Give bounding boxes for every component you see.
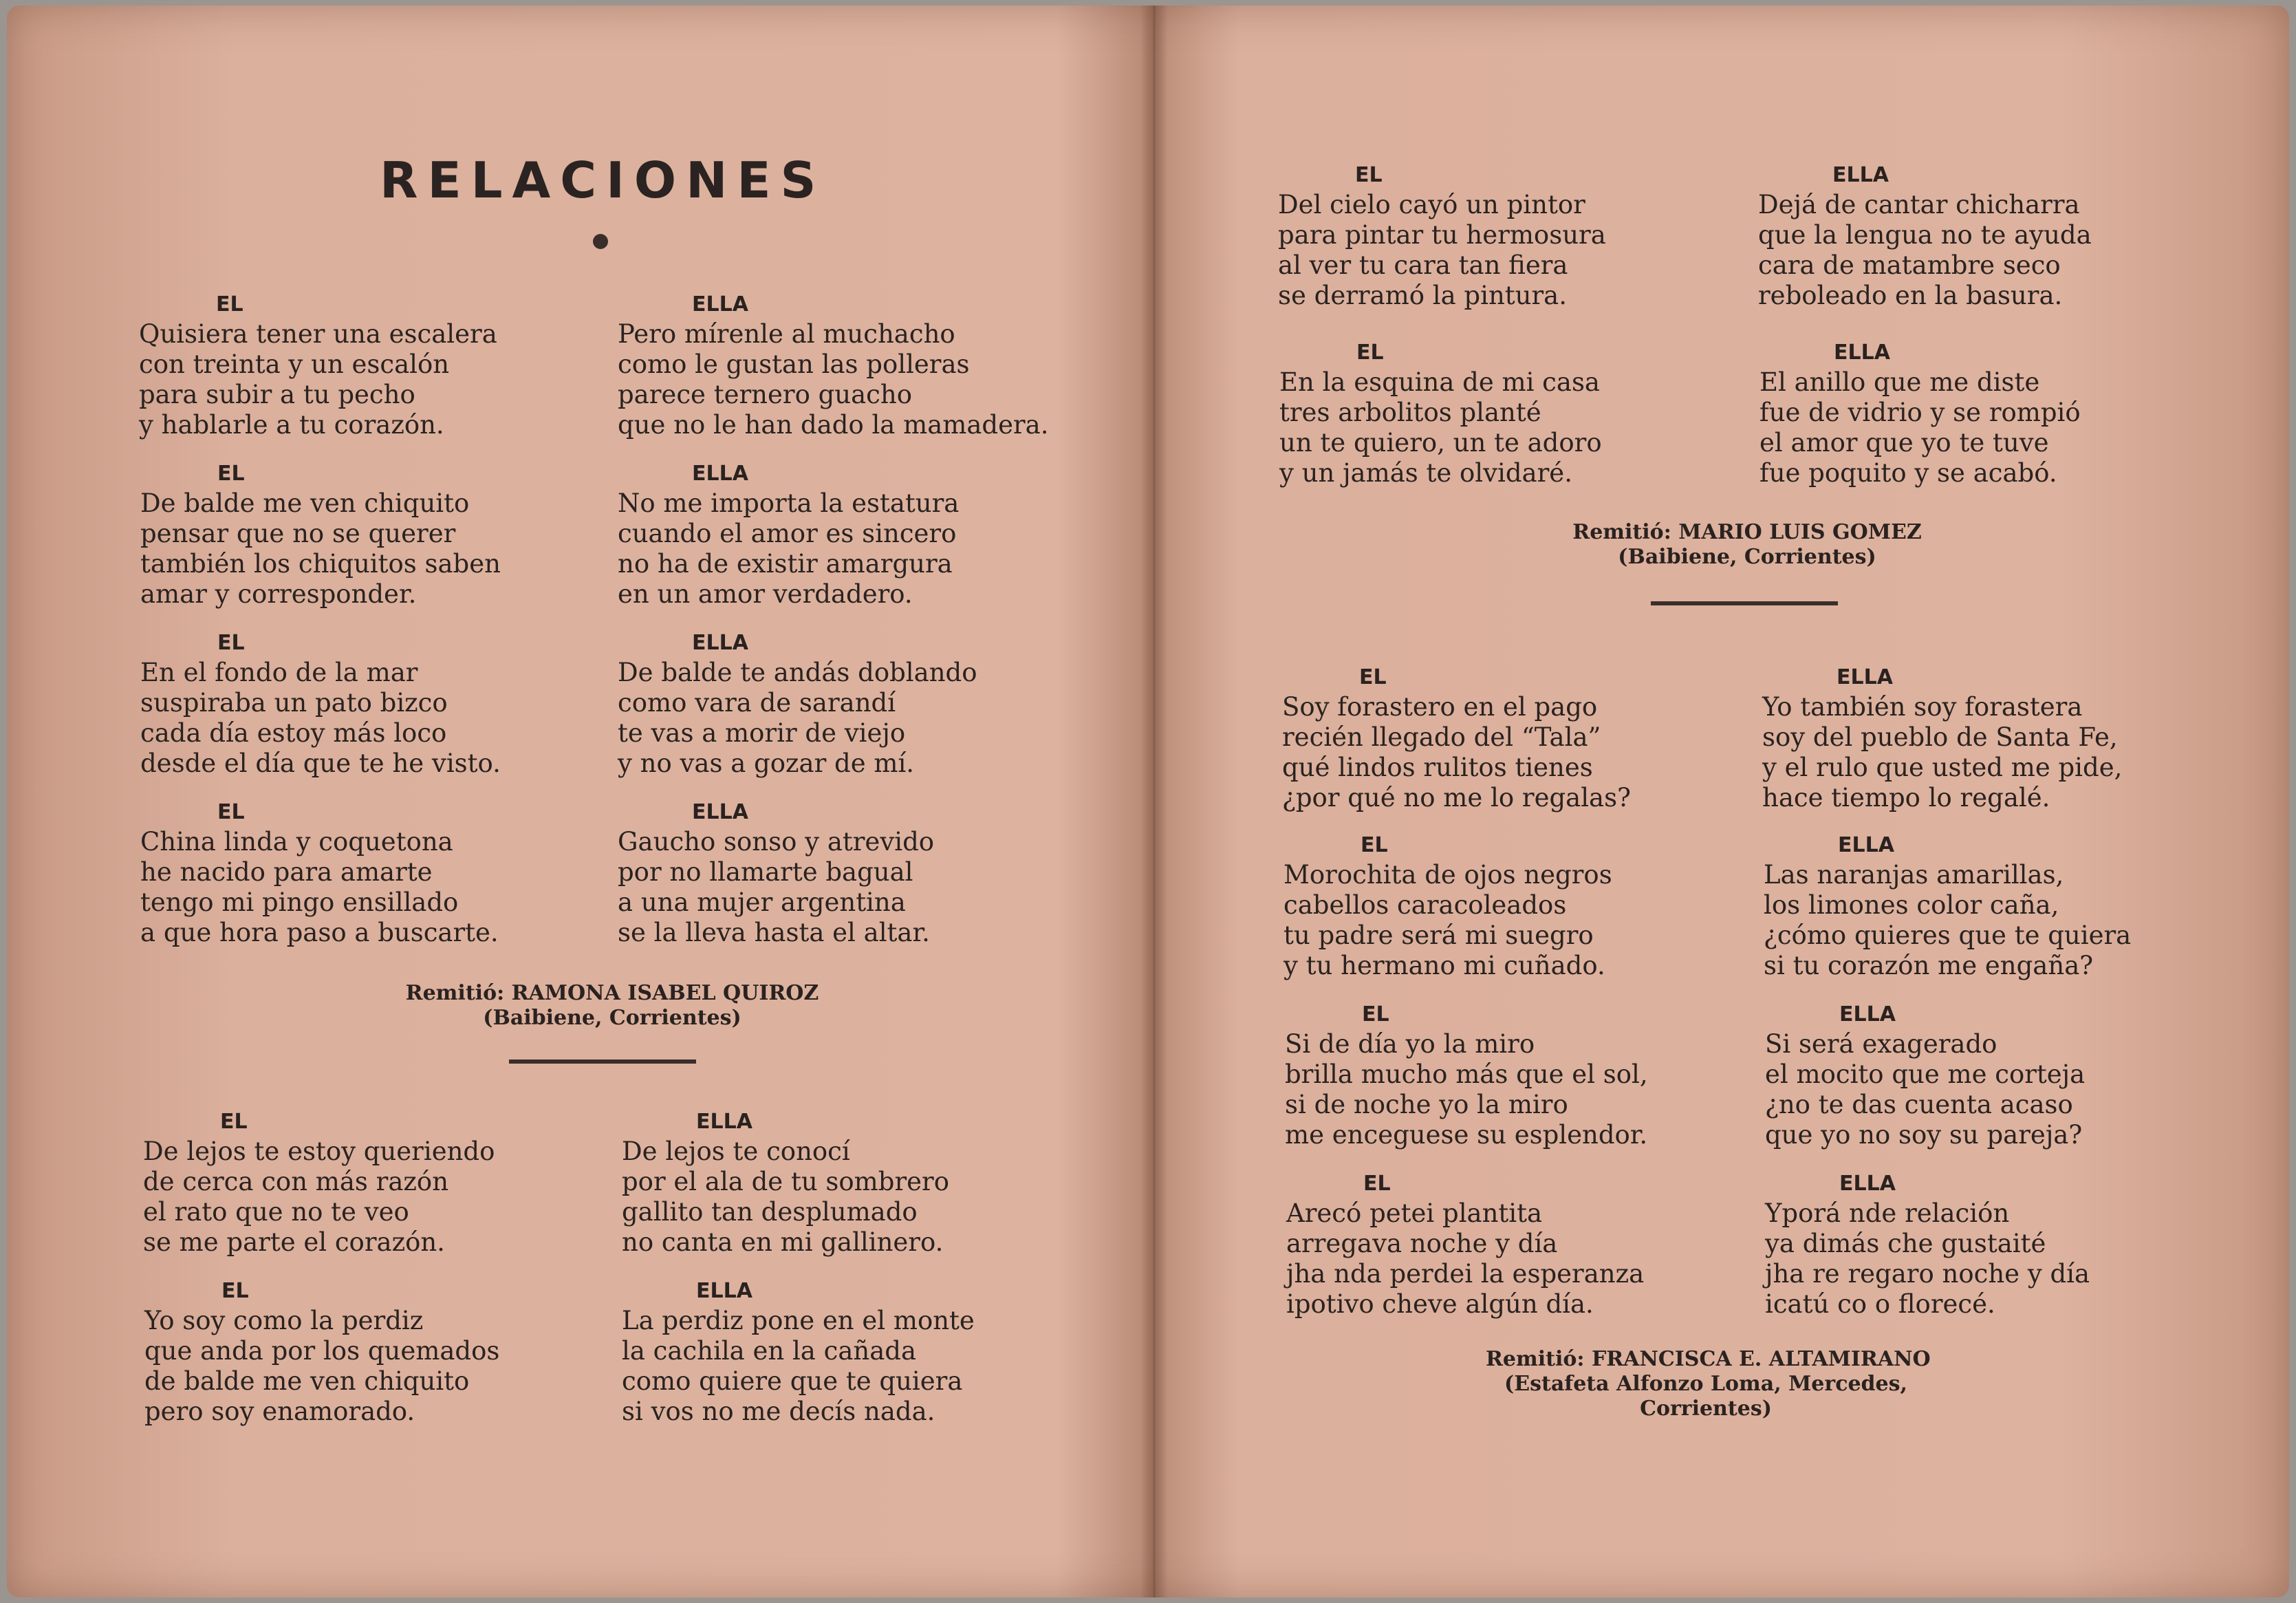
stanza <box>1284 831 1751 981</box>
verse-line: un te quiero, un te adoro <box>1279 428 1602 458</box>
verse-line: De balde te andás doblando <box>618 658 977 687</box>
verse-line: me enceguese su esplendor. <box>1285 1120 1648 1150</box>
verse-line: De lejos te estoy queriendo <box>143 1137 495 1166</box>
speaker-label: EL <box>217 800 245 824</box>
verse-line: Del cielo cayó un pintor <box>1278 190 1585 219</box>
verse-line: arregava noche y día <box>1286 1229 1558 1258</box>
section-divider <box>1651 601 1838 605</box>
ornament-icon <box>593 234 608 249</box>
credit-line: (Estafeta Alfonzo Loma, Mercedes, <box>1504 1372 1907 1396</box>
page-title: RELACIONES <box>380 151 826 209</box>
right-page <box>1162 6 2289 1597</box>
verse-line: Arecó petei plantita <box>1286 1198 1543 1228</box>
stanza <box>1285 1000 1753 1150</box>
verse-line: el rato que no te veo <box>143 1197 409 1227</box>
left-page <box>7 6 1149 1597</box>
speaker-label: EL <box>1355 163 1383 187</box>
verse-line: si tu corazón me engaña? <box>1764 951 2094 980</box>
speaker-label: ELLA <box>696 1110 752 1134</box>
stanza <box>618 629 1085 779</box>
stanza <box>1278 161 1746 311</box>
verse-line: al ver tu cara tan fiera <box>1278 250 1568 280</box>
verse-line: hace tiempo lo regalé. <box>1762 783 2050 813</box>
verse-line: que yo no soy su pareja? <box>1765 1120 2083 1150</box>
speaker-label: EL <box>1361 833 1388 857</box>
speaker-label: EL <box>217 631 245 655</box>
verse-line: No me importa la estatura <box>618 488 960 518</box>
verse-line: Morochita de ojos negros <box>1284 860 1612 890</box>
stanza <box>618 798 1085 948</box>
verse-line: Si será exagerado <box>1765 1029 1997 1059</box>
stanza <box>1765 1170 2233 1320</box>
verse-line: tengo mi pingo ensillado <box>140 887 459 917</box>
verse-line: también los chiquitos saben <box>140 549 501 579</box>
verse-line: Gaucho sonso y atrevido <box>618 827 935 857</box>
stanza <box>1758 161 2226 311</box>
section-divider <box>509 1059 696 1064</box>
verse-line: a que hora paso a buscarte. <box>140 918 499 947</box>
verse-line: qué lindos rulitos tienes <box>1282 753 1593 782</box>
verse-line: En el fondo de la mar <box>140 658 418 687</box>
verse-line: La perdiz pone en el monte <box>622 1306 975 1335</box>
verse-line: soy del pueblo de Santa Fe, <box>1762 722 2118 752</box>
verse-line: se me parte el corazón. <box>143 1227 445 1257</box>
credit-line: (Baibiene, Corrientes) <box>483 1006 741 1030</box>
credit-line: Remitió: FRANCISCA E. ALTAMIRANO <box>1486 1347 1931 1371</box>
verse-line: que la lengua no te ayuda <box>1758 220 2092 250</box>
speaker-label: EL <box>1362 1002 1389 1026</box>
verse-line: tu padre será mi suegro <box>1284 921 1594 950</box>
speaker-label: EL <box>1356 341 1384 365</box>
speaker-label: ELLA <box>1837 665 1893 689</box>
verse-line: la cachila en la cañada <box>622 1336 917 1366</box>
stanza <box>139 290 607 440</box>
speaker-label: ELLA <box>692 462 748 486</box>
stanza <box>1286 1170 1754 1320</box>
speaker-label: ELLA <box>692 800 748 824</box>
verse-line: como le gustan las polleras <box>618 349 970 379</box>
stanza <box>143 1108 611 1258</box>
verse-line: Soy forastero en el pago <box>1282 692 1598 722</box>
verse-line: cada día estoy más loco <box>140 718 447 748</box>
verse-line: si de noche yo la miro <box>1285 1090 1568 1119</box>
stanza <box>618 460 1085 610</box>
credit-block <box>1486 1347 1931 1421</box>
verse-line: como vara de sarandí <box>618 688 896 718</box>
verse-line: tres arbolitos planté <box>1279 398 1541 427</box>
stanza <box>140 629 608 779</box>
credit-line: Corrientes) <box>1640 1397 1772 1421</box>
verse-line: En la esquina de mi casa <box>1279 367 1600 397</box>
verse-line: de balde me ven chiquito <box>144 1366 470 1396</box>
stanza <box>622 1277 1090 1427</box>
speaker-label: ELLA <box>1834 341 1890 365</box>
verse-line: el amor que yo te tuve <box>1759 428 2049 458</box>
speaker-label: ELLA <box>1832 163 1889 187</box>
verse-line: ¿por qué no me lo regalas? <box>1282 783 1631 813</box>
verse-line: no ha de existir amargura <box>618 549 953 579</box>
stanza <box>622 1108 1090 1258</box>
verse-line: ¿no te das cuenta acaso <box>1765 1090 2073 1119</box>
verse-line: el mocito que me corteja <box>1765 1059 2086 1089</box>
stanza <box>140 798 608 948</box>
verse-line: no canta en mi gallinero. <box>622 1227 944 1257</box>
speaker-label: EL <box>1363 1172 1391 1196</box>
verse-line: de cerca con más razón <box>143 1167 449 1196</box>
verse-line: cuando el amor es sincero <box>618 519 957 548</box>
speaker-label: ELLA <box>1839 1172 1896 1196</box>
book-spread <box>7 6 2289 1597</box>
stanza <box>618 290 1085 440</box>
verse-line: con treinta y un escalón <box>139 349 450 379</box>
verse-line: te vas a morir de viejo <box>618 718 906 748</box>
speaker-label: EL <box>1359 665 1387 689</box>
speaker-label: EL <box>220 1110 248 1134</box>
verse-line: Quisiera tener una escalera <box>139 319 497 349</box>
credit-line: (Baibiene, Corrientes) <box>1618 545 1876 569</box>
verse-line: Yo soy como la perdiz <box>144 1306 424 1335</box>
verse-line: gallito tan desplumado <box>622 1197 918 1227</box>
verse-line: El anillo que me diste <box>1759 367 2040 397</box>
verse-line: para pintar tu hermosura <box>1278 220 1606 250</box>
credit-line: Remitió: MARIO LUIS GOMEZ <box>1572 520 1922 544</box>
stanza <box>1282 663 1750 813</box>
verse-line: Yporá nde relación <box>1765 1198 2010 1228</box>
verse-line: por el ala de tu sombrero <box>622 1167 949 1196</box>
verse-line: los limones color caña, <box>1764 890 2059 920</box>
credit-block <box>1555 520 1940 570</box>
verse-line: Pero mírenle al muchacho <box>618 319 955 349</box>
speaker-label: ELLA <box>696 1279 752 1303</box>
verse-line: y un jamás te olvidaré. <box>1279 458 1572 488</box>
speaker-label: EL <box>221 1279 249 1303</box>
stanza <box>1759 338 2227 488</box>
verse-line: en un amor verdadero. <box>618 579 913 609</box>
verse-line: Las naranjas amarillas, <box>1764 860 2064 890</box>
verse-line: para subir a tu pecho <box>139 380 415 409</box>
verse-line: fue de vidrio y se rompió <box>1759 398 2081 427</box>
stanza <box>1765 1000 2233 1150</box>
verse-line: y el rulo que usted me pide, <box>1762 753 2123 782</box>
verse-line: Yo también soy forastera <box>1762 692 2083 722</box>
verse-line: cara de matambre seco <box>1758 250 2061 280</box>
verse-line: cabellos caracoleados <box>1284 890 1567 920</box>
verse-line: brilla mucho más que el sol, <box>1285 1059 1648 1089</box>
verse-line: pensar que no se querer <box>140 519 456 548</box>
verse-line: y no vas a gozar de mí. <box>618 749 915 778</box>
verse-line: Dejá de cantar chicharra <box>1758 190 2080 219</box>
stanza <box>1762 663 2230 813</box>
verse-line: jha re regaro noche y día <box>1765 1259 2090 1289</box>
verse-line: que anda por los quemados <box>144 1336 500 1366</box>
verse-line: si vos no me decís nada. <box>622 1397 935 1426</box>
verse-line: pero soy enamorado. <box>144 1397 415 1426</box>
verse-line: De balde me ven chiquito <box>140 488 470 518</box>
verse-line: que no le han dado la mamadera. <box>618 410 1049 440</box>
verse-line: fue poquito y se acabó. <box>1759 458 2057 488</box>
verse-line: por no llamarte bagual <box>618 857 913 887</box>
verse-line: se derramó la pintura. <box>1278 281 1567 310</box>
credit-line: Remitió: RAMONA ISABEL QUIROZ <box>405 981 819 1005</box>
verse-line: a una mujer argentina <box>618 887 906 917</box>
verse-line: y hablarle a tu corazón. <box>139 410 444 440</box>
credit-block <box>392 981 832 1031</box>
verse-line: ipotivo cheve algún día. <box>1286 1289 1594 1319</box>
verse-line: he nacido para amarte <box>140 857 433 887</box>
verse-line: ya dimás che gustaité <box>1765 1229 2046 1258</box>
speaker-label: ELLA <box>692 292 748 316</box>
verse-line: ¿cómo quieres que te quiera <box>1764 921 2132 950</box>
speaker-label: EL <box>216 292 243 316</box>
verse-line: y tu hermano mi cuñado. <box>1284 951 1605 980</box>
verse-line: reboleado en la basura. <box>1758 281 2063 310</box>
verse-line: amar y corresponder. <box>140 579 417 609</box>
verse-line: Si de día yo la miro <box>1285 1029 1535 1059</box>
verse-line: recién llegado del “Tala” <box>1282 722 1601 752</box>
stanza <box>1279 338 1747 488</box>
stanza <box>1764 831 2231 981</box>
verse-line: parece ternero guacho <box>618 380 913 409</box>
verse-line: icatú co o florecé. <box>1765 1289 1995 1319</box>
stanza <box>140 460 608 610</box>
speaker-label: ELLA <box>692 631 748 655</box>
verse-line: se la lleva hasta el altar. <box>618 918 930 947</box>
speaker-label: EL <box>217 462 245 486</box>
verse-line: como quiere que te quiera <box>622 1366 963 1396</box>
verse-line: jha nda perdei la esperanza <box>1286 1259 1645 1289</box>
verse-line: China linda y coquetona <box>140 827 453 857</box>
speaker-label: ELLA <box>1839 1002 1896 1026</box>
speaker-label: ELLA <box>1838 833 1894 857</box>
verse-line: De lejos te conocí <box>622 1137 850 1166</box>
verse-line: desde el día que te he visto. <box>140 749 501 778</box>
stanza <box>144 1277 612 1427</box>
verse-line: suspiraba un pato bizco <box>140 688 448 718</box>
